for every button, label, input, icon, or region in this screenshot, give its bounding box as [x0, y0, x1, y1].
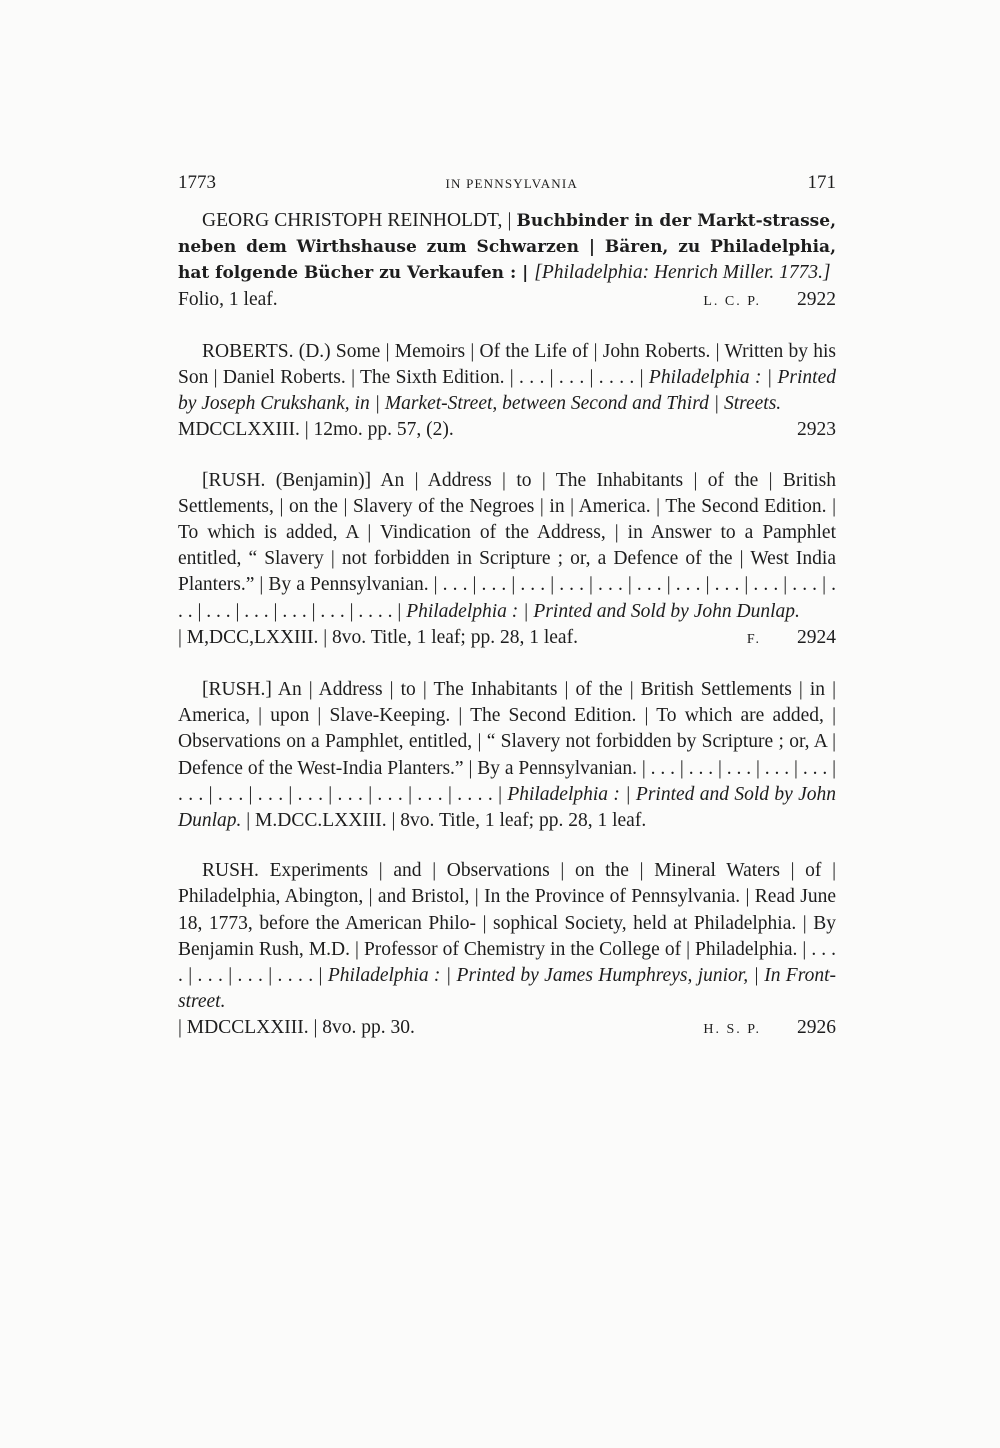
imprint: Philadelphia : | Printed and Sold by John Dunlap.	[406, 600, 800, 622]
imprint: Philadelphia : | Printed by James Humphreys, junior, | In Front-street.	[178, 965, 836, 1013]
entry-text	[178, 677, 836, 834]
entry-2925	[178, 677, 836, 834]
entry-tail	[178, 625, 836, 653]
entry-meta	[747, 625, 836, 653]
location-code: F.	[746, 631, 761, 647]
collation: MDCCLXXIII. | 12mo. pp. 57, (2).	[178, 419, 454, 441]
entry-tail	[178, 287, 836, 315]
book-page	[178, 170, 836, 1068]
entry-number: 2922	[797, 288, 836, 310]
collation: Folio, 1 leaf.	[178, 288, 278, 310]
entry-tail	[178, 417, 836, 443]
imprint: [Philadelphia: Henrich Miller. 1773.]	[534, 262, 831, 284]
running-head	[178, 170, 836, 196]
entry-meta	[761, 417, 836, 443]
header-title: IN PENNSYLVANIA	[445, 176, 578, 191]
collation: | MDCCLXXIII. | 8vo. pp. 30.	[178, 1017, 415, 1039]
entry-number: 2924	[797, 626, 836, 648]
entry-2926	[178, 858, 836, 1043]
collation: | M.DCC.LXXIII. | 8vo. Title, 1 leaf; pp. 28, 1 leaf.	[241, 810, 647, 832]
entry-meta	[703, 287, 836, 315]
entry-2922	[178, 208, 836, 315]
location-code: H. S. P.	[703, 1022, 761, 1038]
entry-tail	[178, 1015, 836, 1043]
header-year: 1773	[178, 172, 216, 193]
fraktur-text: Buchbinder in der Markt-strasse, neben dem Wirthshause zum Schwarzen | Bären, zu Philadelphia, hat folgende Bücher zu Verkaufen : |	[178, 211, 836, 284]
location-code: L. C. P.	[703, 293, 761, 309]
page-number: 171	[807, 172, 836, 193]
entry-number: 2926	[797, 1017, 836, 1039]
imprint: Philadelphia : | Printed by Joseph Crukshank, in | Market-Street, between Second and Third | Streets.	[178, 367, 837, 415]
entry-heading: RUSH. Experiments | and | Observations | on the | Mineral Waters | of | Philadelphia, Abington, | and Bristol, | In the Province of Pennsylvania. | Read June 18, 1773, before the American Philo- | sophical Society, held at Philadelphia. | By Benjamin Rush, M.D. | Professor of Chemistry in the College of | Philadelphia. | . . . . | . . . | . . . | . . . . |	[178, 860, 836, 987]
entry-number: 2923	[797, 419, 836, 441]
entry-text	[178, 339, 836, 418]
entry-text	[178, 858, 836, 1015]
entry-text	[178, 208, 836, 287]
entry-meta	[703, 1015, 836, 1043]
entry-text	[178, 468, 836, 625]
entry-2923	[178, 339, 836, 444]
entry-heading: [RUSH.] An | Address | to | The Inhabitants | of the | British Settlements | in | America, | upon | Slave-Keeping. | The Second Edition. | To which are added, | Observations on a Pamphlet, entitled, | “ Slavery not forbidden by Scripture ; or, A | Defence of the West-India Planters.” | By a Pennsylvanian. | . . . | . . . | . . . | . . . | . . . | . . . | . . . | . . . | . . . | . . . | . . . | . . . | . . . . |	[178, 679, 836, 805]
entry-heading: GEORG CHRISTOPH REINHOLDT, |	[202, 210, 517, 231]
imprint: Philadelphia : | Printed and Sold by John Dunlap.	[178, 783, 836, 832]
entry-heading: [RUSH. (Benjamin)] An | Address | to | The Inhabitants | of the | British Settlements, | on the | Slavery of the Negroes | in | America. | The Second Edition. | To which is added, A | Vindication of the Address, | in Answer to a Pamphlet entitled, “ Slavery | not forbidden in Scripture ; or, a Defence of the | West India Planters.” | By a Pennsylvanian. | . . . | . . . | . . . | . . . | . . . | . . . | . . . | . . . | . . . | . . . | . . . | . . . | . . . | . . . | . . . | . . . . |	[178, 469, 836, 622]
collation: | M,DCC,LXXIII. | 8vo. Title, 1 leaf; pp. 28, 1 leaf.	[178, 626, 578, 648]
entry-2924	[178, 468, 836, 653]
entry-heading: ROBERTS. (D.) Some | Memoirs | Of the Life of | John Roberts. | Written by his Son | Daniel Roberts. | The Sixth Edition. | . . . | . . . | . . . . |	[178, 340, 836, 389]
